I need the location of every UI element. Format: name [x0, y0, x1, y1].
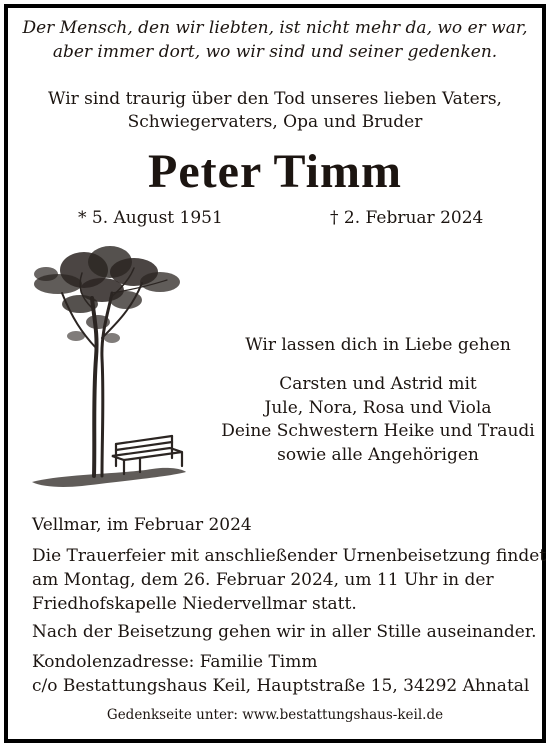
birth-date: * 5. August 1951 — [78, 208, 223, 228]
farewell-line: Wir lassen dich in Liebe gehen — [245, 335, 511, 355]
intro-line-2: Schwiegervaters, Opa und Bruder — [127, 112, 423, 132]
ceremony-line-1: Die Trauerfeier mit anschließender Urnenbeisetzung findet — [32, 546, 547, 566]
tree-and-bench-illustration — [22, 238, 192, 493]
place-date: Vellmar, im Februar 2024 — [32, 515, 252, 535]
mourner-line-4: sowie alle Angehörigen — [277, 445, 479, 465]
motto-line-2: aber immer dort, wo wir sind und seiner gedenken. — [52, 42, 498, 62]
mourner-line-3: Deine Schwestern Heike und Traudi — [221, 421, 535, 441]
ceremony-line-2: am Montag, dem 26. Februar 2024, um 11 Uhr in der — [32, 570, 494, 590]
mourner-line-1: Carsten und Astrid mit — [279, 374, 477, 394]
intro-line-1: Wir sind traurig über den Tod unseres lieben Vaters, — [48, 89, 502, 109]
death-date: † 2. Februar 2024 — [330, 208, 484, 228]
condolence-line-1: Kondolenzadresse: Familie Timm — [32, 652, 318, 672]
mourner-line-2: Jule, Nora, Rosa und Viola — [264, 398, 492, 418]
memorial-page-link[interactable]: Gedenkseite unter: www.bestattungshaus-keil.de — [106, 707, 444, 723]
motto-line-1: Der Mensch, den wir liebten, ist nicht mehr da, wo er war, — [22, 18, 528, 38]
ceremony-line-3: Friedhofskapelle Niedervellmar statt. — [32, 594, 357, 614]
condolence-line-2: c/o Bestattungshaus Keil, Hauptstraße 15, 34292 Ahnatal — [32, 676, 530, 696]
after-burial-text: Nach der Beisetzung gehen wir in aller Stille auseinander. — [32, 622, 537, 642]
deceased-name: Peter Timm — [148, 145, 402, 198]
